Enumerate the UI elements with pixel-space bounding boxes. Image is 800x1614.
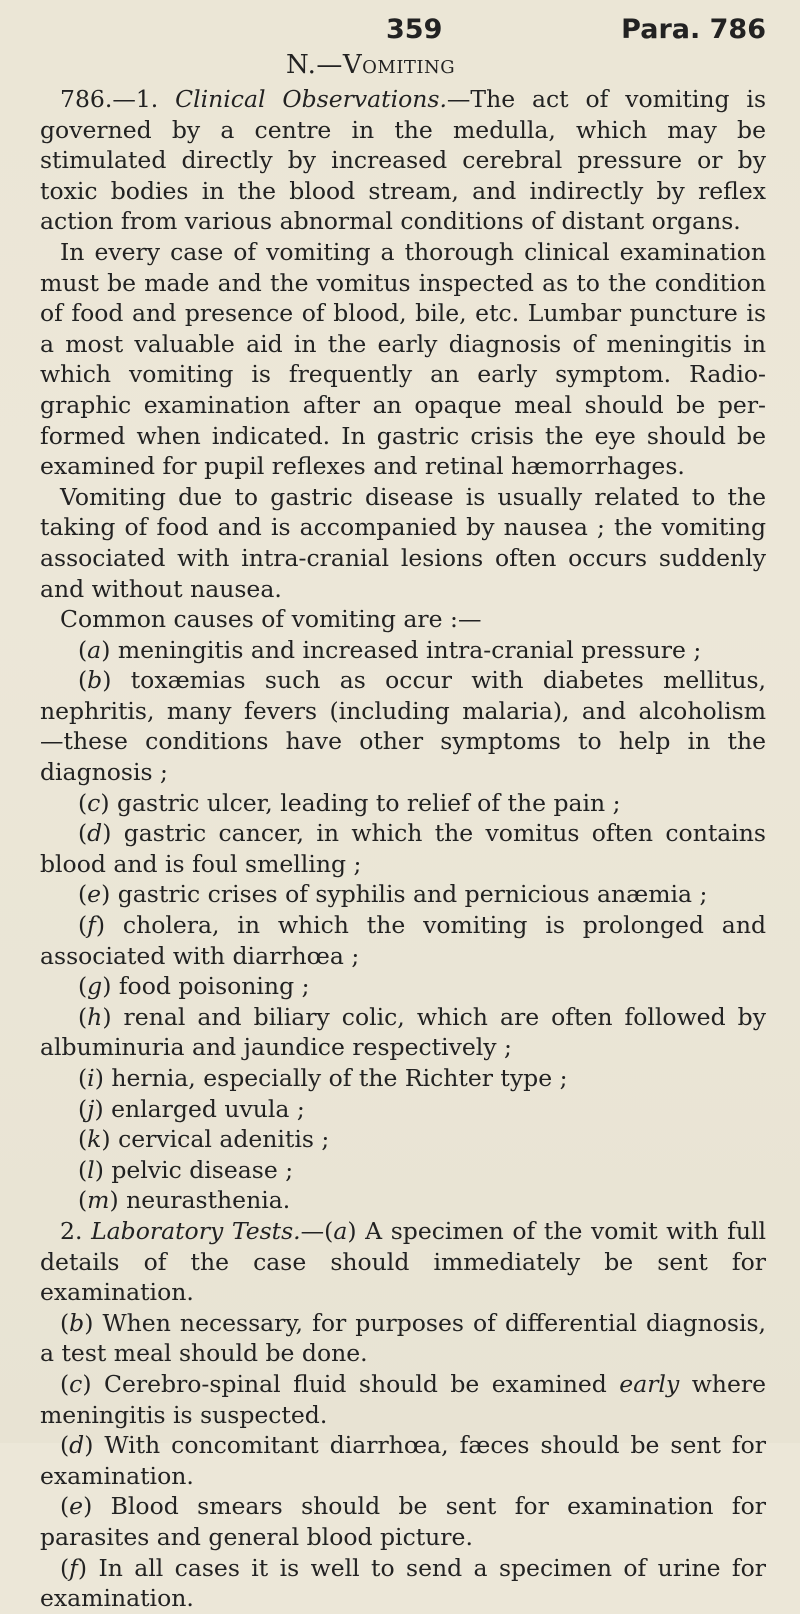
laboratory-item: (f) In all cases it is well to send a specimen of urine for examination. — [40, 1553, 766, 1613]
list-item: (j) enlarged uvula ; — [78, 1094, 305, 1123]
laboratory-number: 2. — [60, 1216, 83, 1245]
list-item: (a) meningitis and increased intra-cranial pressure ; — [78, 635, 702, 664]
list-item: (e) gastric crises of syphilis and pernicious anæmia ; — [78, 880, 708, 909]
clinical-title: Clinical Observations. — [175, 85, 447, 113]
section-title: N.—Vomiting — [286, 50, 456, 80]
list-item: (m) neurasthenia. — [78, 1186, 291, 1215]
paragraph-reference: Para. 786 — [621, 14, 766, 45]
page-header — [40, 14, 766, 50]
list-item: (g) food poisoning ; — [78, 972, 310, 1001]
laboratory-item: (d) With concomitant diarrhœa, fæces should be sent for examination. — [40, 1431, 766, 1490]
causes-list — [40, 635, 766, 1216]
list-item: (c) gastric ulcer, leading to relief of the pain ; — [78, 788, 621, 817]
laboratory-tests-section — [40, 1216, 766, 1614]
list-item: (i) hernia, especially of the Richter type ; — [78, 1064, 568, 1092]
body-paragraph: Vomiting due to gastric disease is usually related to the taking of food and is accompanied by nausea ; the vomiting associated with intra-cranial lesions often occurs suddenly and without nausea. — [40, 482, 766, 603]
list-item: (k) cervical adenitis ; — [78, 1125, 330, 1154]
clinical-observations-paragraph — [40, 84, 766, 237]
list-item: (l) pelvic disease ; — [78, 1155, 294, 1184]
clinical-text: —The act of vomiting is governed by a centre in the medulla, which may be stimulated directly by increased cerebral pressure or by toxic bodies in the blood stream, and indirectly by reflex action from various abnormal conditions of distant organs. — [40, 85, 767, 236]
laboratory-item: (b) When necessary, for purposes of differential diagnosis, a test meal should be done. — [40, 1308, 767, 1368]
body-paragraph: Common causes of vomiting are :— — [60, 605, 482, 634]
page-number: 359 — [386, 14, 443, 45]
clinical-number: 786.—1. — [60, 85, 159, 113]
laboratory-item: (c) Cerebro-spinal fluid should be examined early where meningitis is suspected. — [40, 1369, 766, 1429]
list-item: (d) gastric cancer, in which the vomitus often contains blood and is foul smelling ; — [40, 819, 766, 878]
laboratory-title: Laboratory Tests. — [91, 1216, 301, 1245]
list-item: (f) cholera, in which the vomiting is prolonged and associated with diarrhœa ; — [40, 911, 767, 970]
list-item: (b) toxæmias such as occur with diabetes mellitus, nephritis, many fevers (including malaria), and alcoholism —these conditions have other symptoms to help in the diagnosis ; — [40, 666, 766, 787]
body-paragraph: In every case of vomiting a thorough clinical examination must be made and the vomitus inspected as to the condition of food and presence of blood, bile, etc. Lumbar puncture is a most valuable aid in the early diagnosis of meningitis in which vomiting is frequently an early symptom. Radio-graphic examination after an opaque meal should be per-formed when indicated. In gastric crisis the eye should be examined for pupil reflexes and retinal hæmorrhages. — [40, 237, 766, 481]
laboratory-item: (e) Blood smears should be sent for examination for parasites and general blood picture. — [40, 1492, 766, 1551]
list-item: (h) renal and biliary colic, which are often followed by albuminuria and jaundice respectively ; — [40, 1002, 767, 1062]
laboratory-item: 2. Laboratory Tests.—(a) A specimen of the vomit with full details of the case should immediately be sent for examination. — [40, 1216, 766, 1307]
